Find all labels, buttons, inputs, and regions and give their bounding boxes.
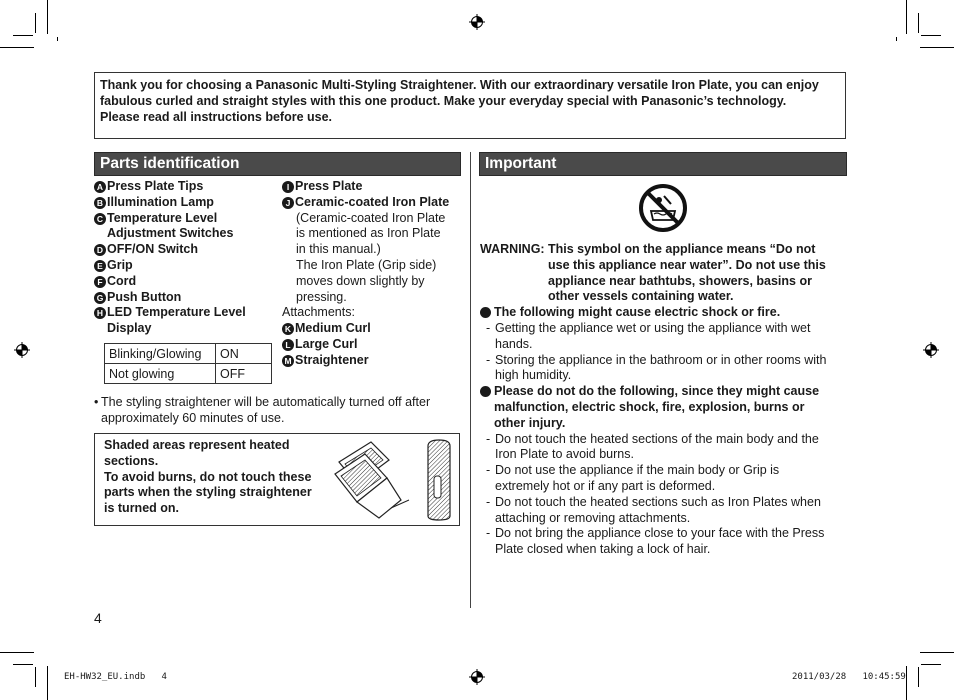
led-state-cell: Blinking/Glowing bbox=[105, 344, 216, 364]
part-letter: F bbox=[94, 276, 106, 288]
part-item-h bbox=[94, 305, 276, 321]
crop-mark bbox=[13, 664, 33, 665]
attachment-item-k bbox=[282, 321, 462, 337]
part-letter: A bbox=[94, 181, 106, 193]
intro-text: Thank you for choosing a Panasonic Multi-Styling Straightener. With our extraordinary versatile Iron Plate, you can enjoy fabulous curled and straight styles with this one product. Make your everyday special with Panasonic’s technology. bbox=[100, 78, 819, 108]
ceramic-note: (Ceramic-coated Iron Plate bbox=[296, 210, 446, 225]
part-label: OFF/ON Switch bbox=[107, 242, 198, 257]
important-content bbox=[480, 242, 848, 558]
part-label: Illumination Lamp bbox=[107, 194, 214, 209]
led-value-cell: OFF bbox=[216, 364, 272, 384]
part-letter: L bbox=[282, 339, 294, 351]
warning-text: appliance near bathtubs, showers, basins or bbox=[548, 273, 812, 288]
crop-mark bbox=[918, 13, 919, 33]
part-letter: H bbox=[94, 307, 106, 319]
shaded-areas-text: Shaded areas represent heated sections. bbox=[104, 438, 290, 468]
bullet-heading-text: Please do not do the following, since they might cause bbox=[494, 384, 820, 399]
crosshair-registration-icon bbox=[469, 14, 485, 30]
crop-mark bbox=[921, 35, 941, 36]
bullet-dot bbox=[480, 386, 491, 397]
part-item-g bbox=[94, 290, 276, 306]
crop-mark bbox=[47, 0, 48, 34]
part-item-f bbox=[94, 274, 276, 290]
crosshair-registration-icon bbox=[469, 669, 485, 685]
part-letter: K bbox=[282, 323, 294, 335]
crop-mark bbox=[906, 666, 907, 700]
part-letter: J bbox=[282, 197, 294, 209]
part-label-continued: Adjustment Switches bbox=[107, 226, 234, 241]
list-item: - Getting the appliance wet or using the appliance with wet hands. bbox=[486, 320, 811, 351]
part-letter: E bbox=[94, 260, 106, 272]
list-item: - Do not bring the appliance close to your face with the Press Plate closed when taking a lock of hair. bbox=[486, 526, 825, 557]
list-item-text: Do not touch the heated sections such as Iron Plates when bbox=[495, 494, 821, 509]
crop-mark bbox=[0, 47, 34, 48]
bullet-heading-text: malfunction, electric shock, fire, explosion, burns or bbox=[494, 399, 805, 414]
file-name: EH-HW32_EU.indb 4 bbox=[64, 672, 167, 682]
table-row bbox=[105, 344, 272, 364]
list-item-text: Plate closed when taking a lock of hair. bbox=[495, 542, 711, 557]
list-item-text: Do not use the appliance if the main body or Grip is bbox=[495, 463, 780, 478]
bullet-heading-text: other injury. bbox=[494, 415, 566, 430]
parts-heading: Parts identification bbox=[94, 152, 461, 176]
part-letter: C bbox=[94, 213, 106, 225]
led-value-cell: ON bbox=[216, 344, 272, 364]
crop-mark bbox=[35, 13, 36, 33]
part-label-continued: Display bbox=[107, 321, 152, 336]
warning-text: This symbol on the appliance means “Do not bbox=[548, 242, 816, 256]
crop-mark bbox=[0, 652, 34, 653]
part-letter: D bbox=[94, 244, 106, 256]
part-letter: M bbox=[282, 355, 294, 367]
part-label: Ceramic-coated Iron Plate bbox=[295, 194, 450, 209]
part-label: Grip bbox=[107, 257, 133, 272]
ceramic-note: pressing. bbox=[296, 289, 347, 304]
important-heading: Important bbox=[479, 152, 847, 176]
bullet-heading bbox=[480, 384, 848, 431]
part-label: Temperature Level bbox=[107, 210, 218, 225]
parts-list-left bbox=[94, 179, 276, 337]
part-letter: I bbox=[282, 181, 294, 193]
list-item-text: Storing the appliance in the bathroom or in other rooms with bbox=[495, 352, 827, 367]
warning-text: other vessels containing water. bbox=[548, 289, 734, 304]
attachment-item-m bbox=[282, 353, 462, 369]
crop-mark bbox=[47, 666, 48, 700]
list-item-text: Iron Plate to avoid burns. bbox=[495, 447, 634, 462]
list-item-text: Getting the appliance wet or using the appliance with wet bbox=[495, 320, 811, 335]
part-item-b bbox=[94, 195, 276, 211]
straightener-illustration bbox=[331, 440, 411, 520]
intro-instruction: Please read all instructions before use. bbox=[100, 110, 333, 124]
led-status-table bbox=[104, 343, 272, 384]
part-label: Straightener bbox=[295, 352, 369, 367]
auto-off-text: The styling straightener will be automatically turned off after bbox=[101, 395, 431, 409]
part-label: Press Plate Tips bbox=[107, 179, 204, 193]
part-letter: B bbox=[94, 197, 106, 209]
part-label: LED Temperature Level bbox=[107, 305, 246, 320]
bullet-heading-text: The following might cause electric shock or fire. bbox=[494, 305, 781, 320]
handle-illustration bbox=[425, 438, 453, 522]
part-item-e bbox=[94, 258, 276, 274]
warning-label: WARNING: bbox=[480, 242, 545, 256]
column-divider bbox=[470, 152, 471, 608]
ceramic-note: The Iron Plate (Grip side) bbox=[296, 257, 437, 272]
attachment-item-l bbox=[282, 337, 462, 353]
crop-mark bbox=[920, 652, 954, 653]
parts-list-right bbox=[282, 179, 462, 369]
crop-mark bbox=[57, 37, 58, 41]
list-item: - Do not touch the heated sections of the main body and the Iron Plate to avoid burns. bbox=[486, 431, 819, 462]
list-item-text: Do not bring the appliance close to your face with the Press bbox=[495, 526, 825, 541]
heated-sections-box bbox=[94, 433, 460, 526]
crop-mark bbox=[35, 667, 36, 687]
attachments-label: Attachments: bbox=[282, 305, 355, 320]
part-label: Medium Curl bbox=[295, 321, 371, 336]
auto-off-note bbox=[94, 395, 460, 427]
part-item-a bbox=[94, 179, 276, 195]
bullet: • bbox=[94, 395, 99, 409]
part-label: Cord bbox=[107, 273, 137, 288]
list-item-text: extremely hot or if any part is deformed. bbox=[495, 478, 716, 493]
bullet-heading bbox=[480, 305, 848, 321]
ceramic-note: is mentioned as Iron Plate bbox=[296, 226, 441, 241]
list-item: - Storing the appliance in the bathroom or in other rooms with high humidity. bbox=[486, 352, 827, 383]
list-item-text: attaching or removing attachments. bbox=[495, 510, 691, 525]
part-item-c bbox=[94, 211, 276, 227]
part-label: Press Plate bbox=[295, 179, 363, 193]
list-item-text: high humidity. bbox=[495, 368, 572, 383]
part-item-j bbox=[282, 195, 462, 211]
burn-warning-text: To avoid burns, do not touch these parts when the styling straightener is turned on. bbox=[104, 469, 312, 516]
table-row bbox=[105, 364, 272, 384]
part-label: Large Curl bbox=[295, 336, 358, 351]
page-number: 4 bbox=[94, 610, 102, 626]
ceramic-note: moves down slightly by bbox=[296, 273, 425, 288]
warning-text: use this appliance near water”. Do not use this bbox=[548, 257, 826, 272]
crop-mark bbox=[921, 664, 941, 665]
crop-mark bbox=[13, 35, 33, 36]
list-item: - Do not touch the heated sections such as Iron Plates when attaching or removing attachments. bbox=[486, 494, 821, 525]
part-letter: G bbox=[94, 292, 106, 304]
intro-box bbox=[94, 72, 846, 139]
auto-off-text: approximately 60 minutes of use. bbox=[101, 410, 285, 425]
crop-mark bbox=[920, 47, 954, 48]
crosshair-registration-icon bbox=[14, 342, 30, 358]
part-item-i bbox=[282, 179, 462, 195]
warning-block bbox=[480, 242, 848, 305]
crop-mark bbox=[918, 667, 919, 687]
list-item: - Do not use the appliance if the main body or Grip is extremely hot or if any part is deformed. bbox=[486, 463, 780, 493]
list-item-text: Do not touch the heated sections of the main body and the bbox=[495, 431, 819, 446]
ceramic-note: in this manual.) bbox=[296, 242, 381, 257]
timestamp: 2011/03/28 10:45:59 bbox=[792, 672, 906, 682]
list-item-text: hands. bbox=[495, 336, 533, 351]
crosshair-registration-icon bbox=[923, 342, 939, 358]
no-water-warning-icon bbox=[638, 183, 688, 233]
bullet-dot bbox=[480, 307, 491, 318]
led-state-cell: Not glowing bbox=[105, 364, 216, 384]
part-label: Push Button bbox=[107, 289, 182, 304]
part-item-d bbox=[94, 242, 276, 258]
crop-mark bbox=[906, 0, 907, 34]
crop-mark bbox=[896, 37, 897, 41]
